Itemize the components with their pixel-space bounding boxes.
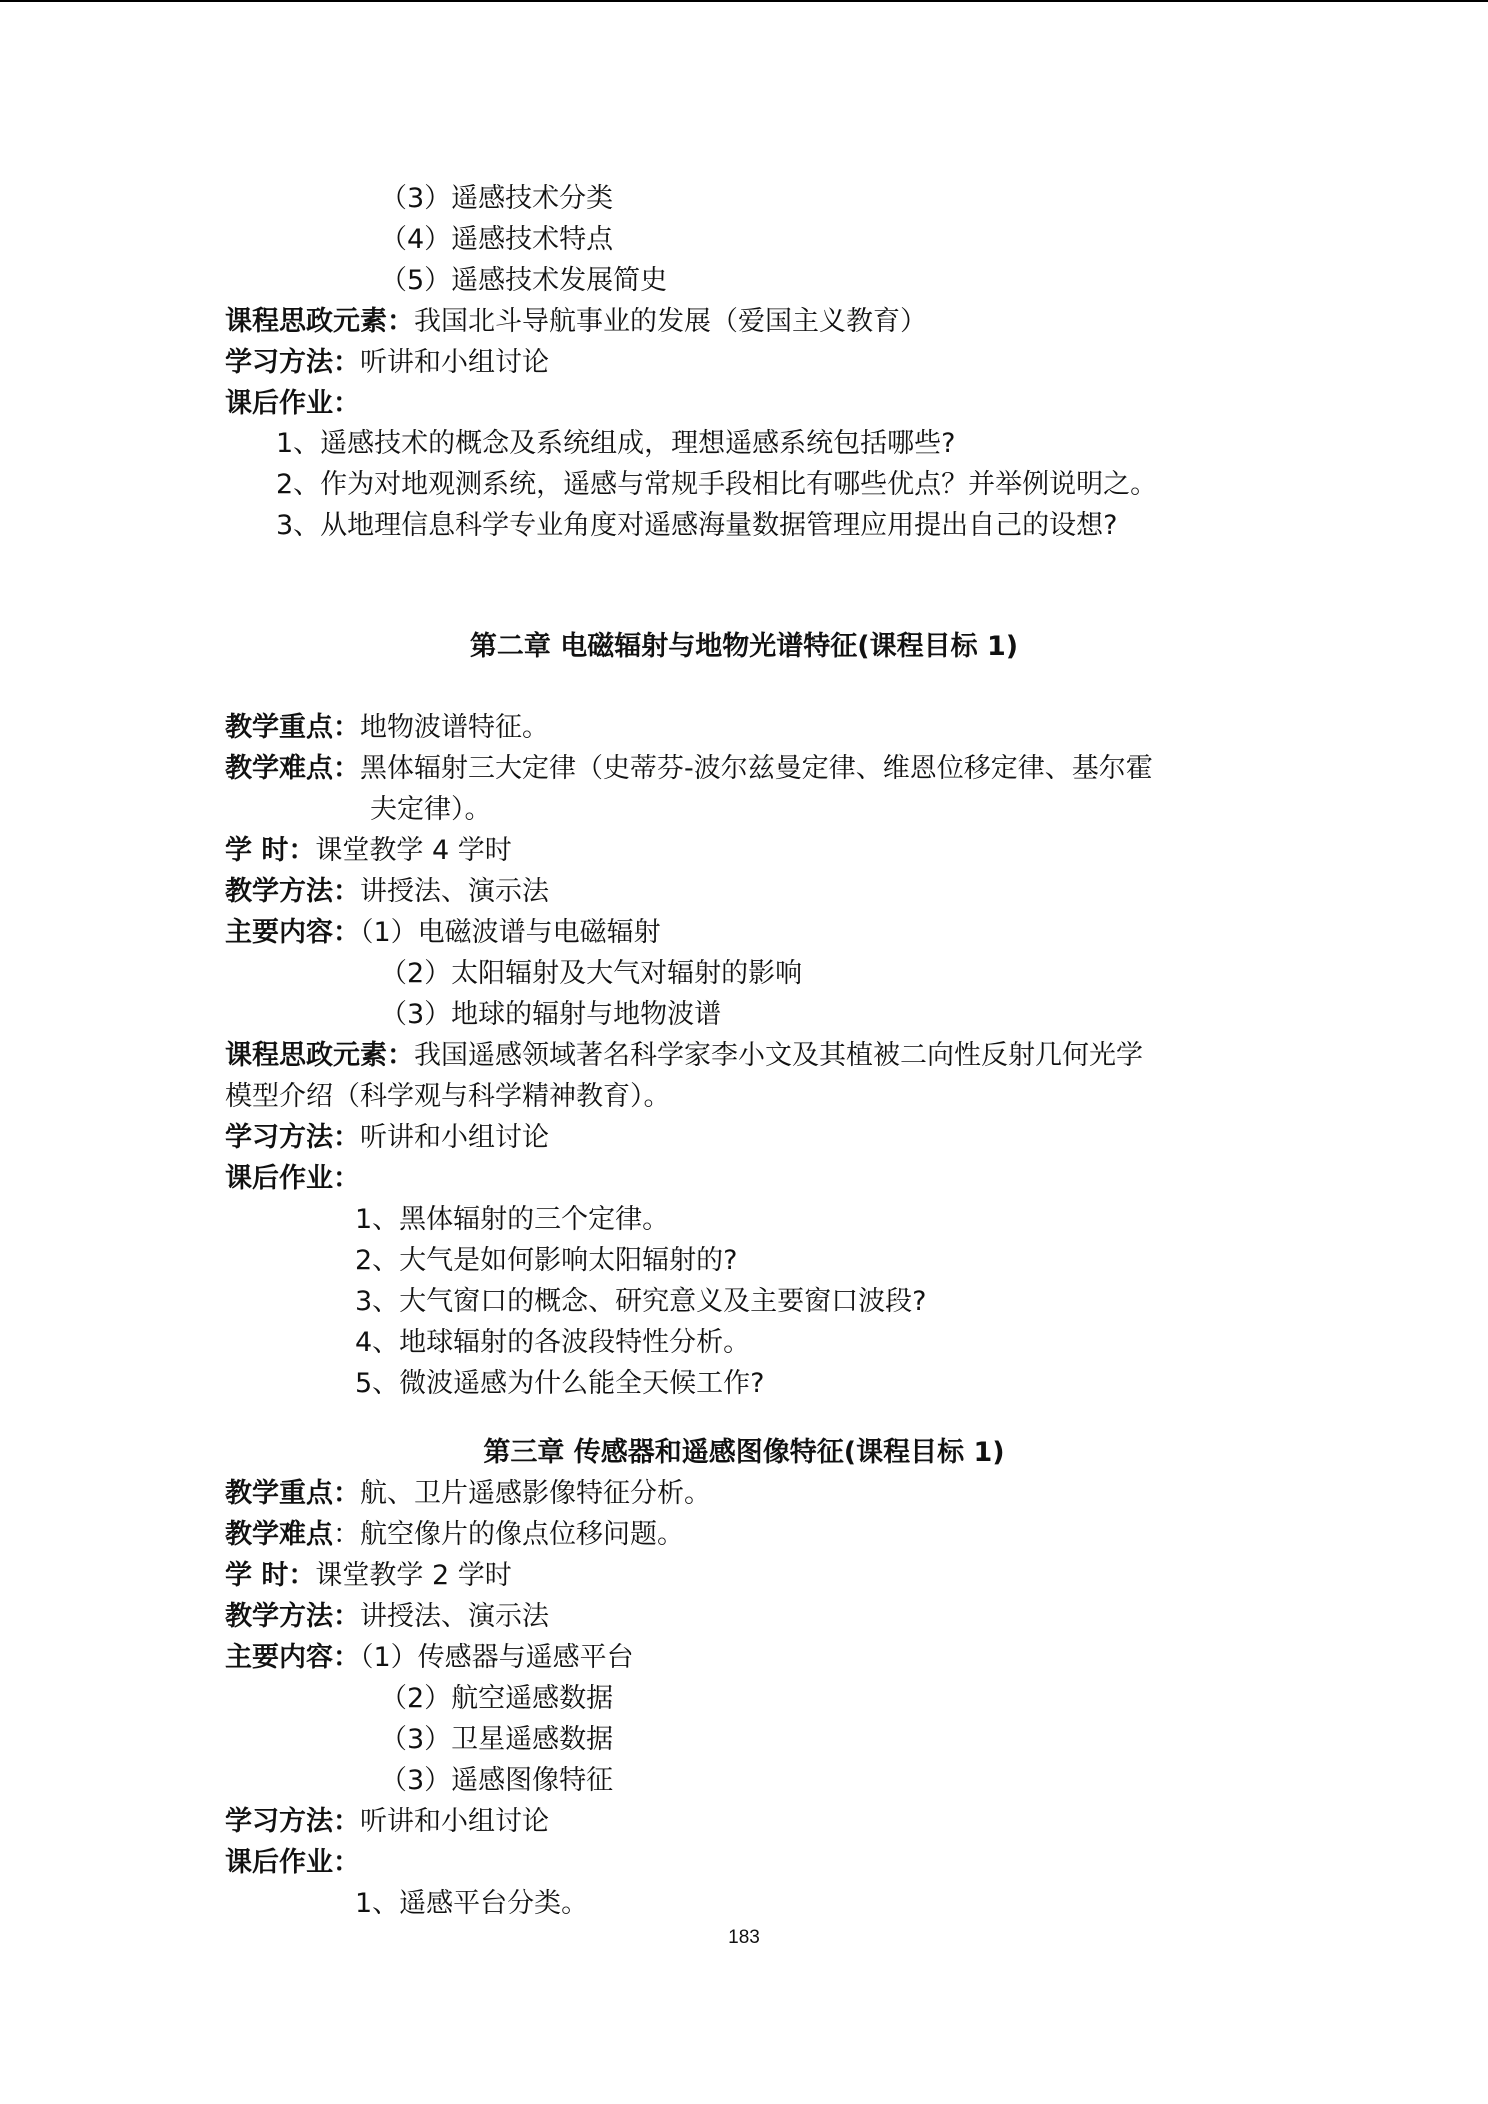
difficulty-text-continued: 夫定律）。: [370, 794, 492, 825]
content-item: （3）卫星遥感数据: [380, 1724, 614, 1755]
homework-item: 1、遥感平台分类。: [355, 1888, 589, 1919]
content-item: （4）遥感技术特点: [380, 224, 614, 255]
method-text: 听讲和小组讨论: [360, 347, 549, 378]
key-point-label: 教学重点：: [225, 1478, 360, 1509]
ideology-text: 我国北斗导航事业的发展（爱国主义教育）: [414, 306, 927, 337]
ideology-text: 我国遥感领域著名科学家李小文及其植被二向性反射几何光学: [414, 1040, 1143, 1071]
content-item: （3）遥感图像特征: [380, 1765, 614, 1796]
main-content-label: 主要内容：: [225, 1642, 360, 1673]
homework-item: 3、大气窗口的概念、研究意义及主要窗口波段?: [355, 1286, 927, 1317]
hours-row: [225, 831, 512, 871]
difficulty-row: [225, 749, 1153, 789]
content-item: （3）地球的辐射与地物波谱: [380, 999, 722, 1030]
homework-item: 3、从地理信息科学专业角度对遥感海量数据管理应用提出自己的设想?: [276, 510, 1118, 541]
content-item: （1）传感器与遥感平台: [360, 1642, 634, 1673]
content-item: （2）太阳辐射及大气对辐射的影响: [380, 958, 803, 989]
hours-label: 学 时：: [225, 835, 316, 866]
hours-text: 课堂教学 2 学时: [315, 1560, 512, 1591]
method-label: 学习方法：: [225, 1806, 360, 1837]
homework-item: 1、遥感技术的概念及系统组成，理想遥感系统包括哪些?: [276, 428, 956, 459]
method-text: 听讲和小组讨论: [360, 1122, 549, 1153]
teaching-method-text: 讲授法、演示法: [360, 1601, 549, 1632]
key-point-text: 航、卫片遥感影像特征分析。: [360, 1478, 711, 1509]
teaching-method-label: 教学方法：: [225, 876, 360, 907]
ideology-row: [225, 1036, 1143, 1076]
method-row: [225, 343, 549, 383]
key-point-label: 教学重点：: [225, 712, 360, 743]
main-content-row: [225, 1638, 634, 1678]
main-content-row: [225, 913, 661, 953]
homework-item: 4、地球辐射的各波段特性分析。: [355, 1327, 751, 1358]
ideology-label: 课程思政元素：: [225, 306, 414, 337]
content-item: （3）遥感技术分类: [380, 183, 614, 214]
difficulty-text: ：航空像片的像点位移问题。: [333, 1519, 684, 1550]
method-text: 听讲和小组讨论: [360, 1806, 549, 1837]
page-number: 183: [728, 1927, 760, 1948]
teaching-method-label: 教学方法：: [225, 1601, 360, 1632]
hours-row: [225, 1556, 512, 1596]
teaching-method-row: [225, 872, 549, 912]
difficulty-text: 黑体辐射三大定律（史蒂芬-波尔兹曼定律、维恩位移定律、基尔霍: [360, 753, 1153, 784]
ideology-text-continued: 模型介绍（科学观与科学精神教育）。: [225, 1081, 671, 1112]
content-item: （1）电磁波谱与电磁辐射: [360, 917, 661, 948]
homework-item: 2、大气是如何影响太阳辐射的?: [355, 1245, 738, 1276]
key-point-row: [225, 708, 549, 748]
homework-label: 课后作业：: [225, 1163, 360, 1194]
method-row: [225, 1802, 549, 1842]
difficulty-label: 教学难点：: [225, 753, 360, 784]
hours-text: 课堂教学 4 学时: [315, 835, 512, 866]
key-point-row: [225, 1474, 711, 1514]
homework-item: 2、作为对地观测系统，遥感与常规手段相比有哪些优点？并举例说明之。: [276, 469, 1158, 500]
homework-label: 课后作业：: [225, 1847, 360, 1878]
content-item: （2）航空遥感数据: [380, 1683, 614, 1714]
ideology-row: [225, 302, 927, 342]
main-content-label: 主要内容：: [225, 917, 360, 948]
teaching-method-row: [225, 1597, 549, 1637]
chapter-2-title: 第二章 电磁辐射与地物光谱特征(课程目标 1): [469, 631, 1019, 662]
content-item: （5）遥感技术发展简史: [380, 265, 668, 296]
method-row: [225, 1118, 549, 1158]
method-label: 学习方法：: [225, 1122, 360, 1153]
hours-label: 学 时：: [225, 1560, 316, 1591]
key-point-text: 地物波谱特征。: [360, 712, 549, 743]
homework-item: 1、黑体辐射的三个定律。: [355, 1204, 670, 1235]
homework-label: 课后作业：: [225, 388, 360, 419]
teaching-method-text: 讲授法、演示法: [360, 876, 549, 907]
difficulty-label: 教学难点: [225, 1519, 333, 1550]
difficulty-row: [225, 1515, 684, 1555]
homework-item: 5、微波遥感为什么能全天候工作?: [355, 1368, 765, 1399]
ideology-label: 课程思政元素：: [225, 1040, 414, 1071]
chapter-3-title: 第三章 传感器和遥感图像特征(课程目标 1): [483, 1437, 1005, 1468]
method-label: 学习方法：: [225, 347, 360, 378]
